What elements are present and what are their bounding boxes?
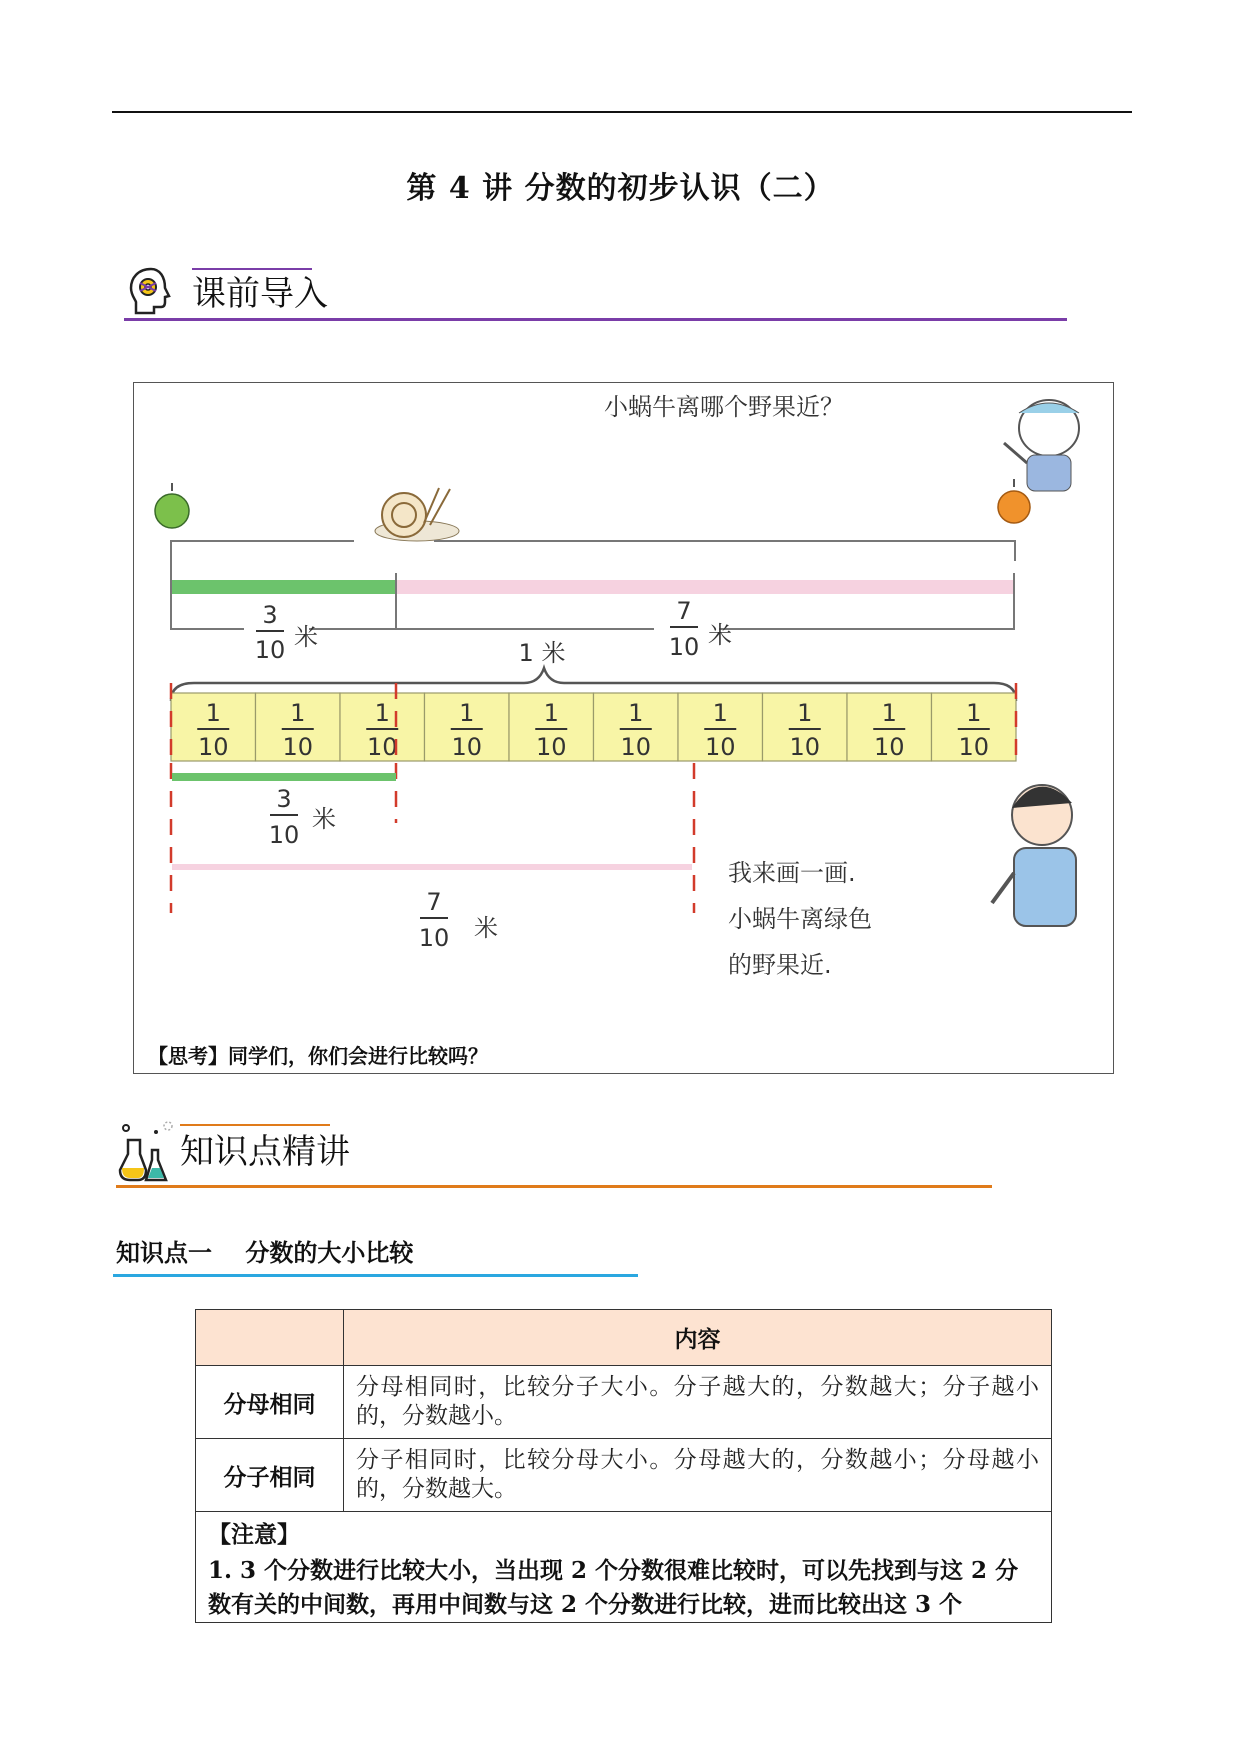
speech-line: 我来画一画. (728, 859, 856, 887)
tenth-cell (932, 693, 1017, 761)
head-gear-icon (126, 265, 176, 317)
tenth-cell (256, 693, 341, 761)
lesson-title: 第 4 讲 分数的初步认识（二） (406, 171, 835, 206)
row-label: 分母相同 (196, 1366, 344, 1439)
knowledge-table (195, 1309, 1052, 1623)
speech-line: 小蜗牛离绿色 (728, 905, 872, 933)
table-note-row (196, 1512, 1052, 1623)
cell-denominator: 10 (873, 733, 905, 761)
fraction-numerator: 3 (262, 601, 278, 629)
section-title-intro: 课前导入 (192, 274, 328, 314)
note-cell (196, 1512, 1052, 1623)
snail-icon (375, 488, 459, 541)
cell-denominator: 10 (620, 733, 652, 761)
section-rule (116, 1185, 992, 1188)
row-text: 分母相同时，比较分子大小。分子越大的，分数越大；分子越小的，分数越小。 (344, 1366, 1052, 1439)
cell-numerator: 1 (628, 699, 644, 727)
tenth-cell (594, 693, 679, 761)
orange-fruit-icon (998, 479, 1030, 523)
fraction-denominator: 10 (418, 924, 450, 952)
three-tenths-bar (172, 773, 396, 781)
table-header-row (196, 1310, 1052, 1366)
table-header-content: 内容 (344, 1310, 1052, 1366)
tenth-cell (340, 693, 425, 761)
cell-numerator: 1 (881, 699, 897, 727)
whole-label: 1 米 (518, 639, 566, 667)
tenths-strip (171, 693, 1016, 761)
fraction-numerator: 7 (676, 597, 692, 625)
header-rule (112, 111, 1132, 113)
fraction-illustration (134, 383, 1112, 1073)
green-fruit-icon (155, 483, 189, 528)
cell-denominator: 10 (958, 733, 990, 761)
note-text: 1. 3 个分数进行比较大小，当出现 2 个分数很难比较时，可以先找到与这 2 分数有关的中间数，再用中间数与这 2 个分数进行比较，进而比较出这 3 个 (208, 1557, 1019, 1618)
seven-tenths-bar (172, 864, 692, 870)
cell-numerator: 1 (374, 699, 390, 727)
row-text: 分子相同时，比较分母大小。分母越大的，分数越小；分母越小的，分数越大。 (344, 1439, 1052, 1512)
fraction-denominator: 10 (668, 633, 700, 661)
cell-numerator: 1 (290, 699, 306, 727)
section-rule (124, 318, 1067, 321)
cell-numerator: 1 (543, 699, 559, 727)
figure-box (133, 382, 1114, 1074)
unit-label: 米 (708, 621, 732, 649)
fraction-denominator: 10 (268, 821, 300, 849)
cell-numerator: 1 (712, 699, 728, 727)
lab-flask-icon (116, 1120, 178, 1182)
tenth-cell (847, 693, 932, 761)
unit-label: 米 (474, 914, 498, 942)
cell-denominator: 10 (366, 733, 398, 761)
speech-line: 的野果近. (728, 951, 832, 979)
unit-label: 米 (312, 805, 336, 833)
fraction-denominator: 10 (254, 636, 286, 664)
think-prompt: 【思考】同学们，你们会进行比较吗？ (148, 1044, 488, 1068)
cell-denominator: 10 (789, 733, 821, 761)
tenth-cell (763, 693, 848, 761)
fraction-numerator: 3 (276, 785, 292, 813)
cell-denominator: 10 (535, 733, 567, 761)
knowledge-point-heading: 知识点一 分数的大小比较 (116, 1239, 414, 1267)
note-title: 【注意】 (208, 1521, 300, 1548)
boy-cartoon-icon (992, 785, 1076, 926)
cell-denominator: 10 (197, 733, 229, 761)
cell-numerator: 1 (459, 699, 475, 727)
teacher-cartoon-icon (1004, 400, 1079, 491)
unit-label: 米 (294, 623, 318, 651)
tenth-cell (509, 693, 594, 761)
cell-numerator: 1 (966, 699, 982, 727)
row-label: 分子相同 (196, 1439, 344, 1512)
cell-denominator: 10 (282, 733, 314, 761)
fraction-numerator: 7 (426, 888, 442, 916)
tenth-cell (425, 693, 510, 761)
cell-numerator: 1 (205, 699, 221, 727)
figure-question: 小蜗牛离哪个野果近？ (604, 393, 844, 421)
table-row (196, 1366, 1052, 1439)
knowledge-point-rule (113, 1274, 638, 1277)
table-header-empty (196, 1310, 344, 1366)
tenth-cell (171, 693, 256, 761)
cell-denominator: 10 (451, 733, 483, 761)
cell-denominator: 10 (704, 733, 736, 761)
cell-numerator: 1 (797, 699, 813, 727)
tenth-cell (678, 693, 763, 761)
table-row (196, 1439, 1052, 1512)
section-title-knowledge: 知识点精讲 (180, 1132, 350, 1172)
